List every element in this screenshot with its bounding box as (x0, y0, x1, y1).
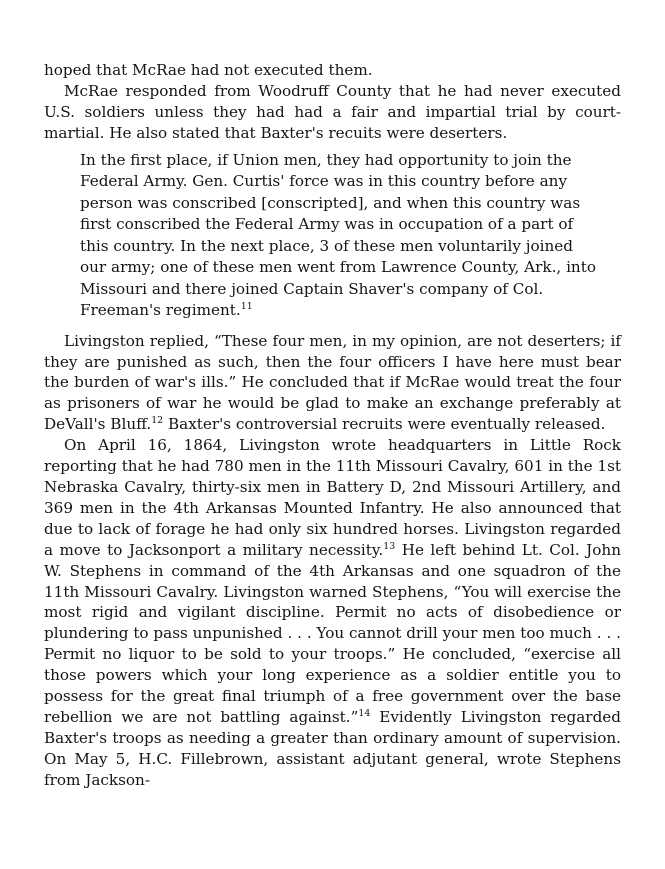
quote-text: In the first place, if Union men, they had opportunity to join the Federal Army. Gen. Curtis' force was in this country before any person was conscribed [conscripted], and when this country was first conscribed the Federal Army was in occupation of a part of this country. In the next place, 3 of these men voluntarily joined our army; one of these men went from Lawrence County, Ark., into Missouri and there joined Captain Shaver's company of Col. Freeman's regiment. (80, 150, 596, 320)
report-text: On April 16, 1864, Livingston wrote headquarters in Little Rock reporting that he had 780 men in the 11th Missouri Cavalry, 601 in the 1st Nebraska Cavalry, thirty-six men in Battery D, 2nd Missouri Artillery, and 369 men in the 4th Arkansas Mounted Infantry. He also announced that due to lack of forage he had only six hundred horses. Livingston regarded a move to Jacksonport a military necessity. (44, 436, 621, 559)
paragraph-mcrae-response: McRae responded from Woodruff County that he had never executed U.S. soldiers unless they had had a fair and impartial trial by court-martial. He also stated that Baxter's recuits were deserters. (44, 81, 621, 142)
paragraph-april-report (44, 435, 621, 790)
footnote-marker-12: 12 (151, 415, 164, 427)
paragraph-continuation: hoped that McRae had not executed them. (44, 61, 373, 79)
report-text-mid: He left behind Lt. Col. John W. Stephens in command of the 4th Arkansas and one squadron of the 11th Missouri Cavalry. Livingston warned Stephens, “You will exercise the most rigid and vigilant discipline. Permit no acts of disobedience or plundering to pass unpunished . . . You cannot drill your men too much . . . Permit no liquor to be sold to your troops.” He concluded, “exercise all those powers which your long experience as a soldier entitle you to possess for the great final triumph of a free government over the base rebellion we are not battling against.” (44, 540, 621, 726)
paragraph-livingston-reply (44, 331, 621, 436)
footnote-marker-13: 13 (383, 540, 396, 552)
reply-text: Livingston replied, “These four men, in my opinion, are not deserters; if they are punished as such, then the four officers I have here must bear the burden of war's ills.” He concluded that if McRae would treat the four as prisoners of war he would be glad to make an exchange preferably at DeVall's Bluff. (44, 331, 621, 434)
report-text-end: Evidently Livingston regarded Baxter's troops as needing a greater than ordinary amount of supervision. On May 5, H.C. Fillebrown, assistant adjutant general, wrote Stephens from Jackson- (44, 707, 621, 789)
block-quote (80, 150, 599, 322)
page-body (44, 60, 621, 791)
footnote-marker-11: 11 (240, 301, 253, 313)
reply-text-end: Baxter's controversial recruits were eventually released. (163, 415, 606, 434)
footnote-marker-14: 14 (358, 707, 371, 719)
